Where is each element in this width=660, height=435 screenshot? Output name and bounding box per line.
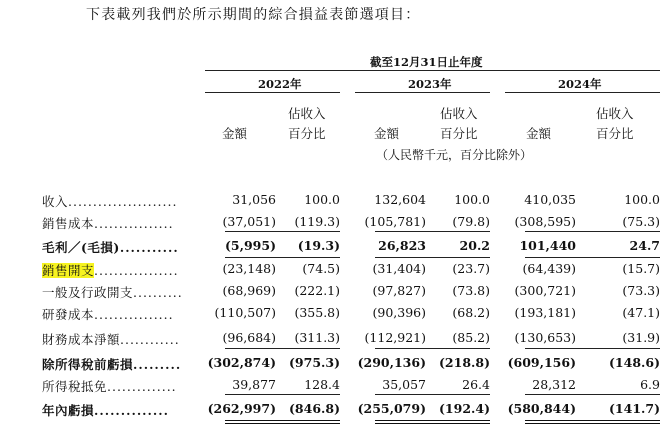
- row-label: [42, 192, 177, 210]
- row-label-text: 銷售開支: [42, 263, 95, 278]
- amount-cell: (64,439): [522, 261, 576, 276]
- amount-cell: (255,079): [357, 401, 426, 416]
- percent-cell: (47.1): [622, 305, 660, 320]
- leader-dots: ............: [120, 332, 180, 347]
- amount-cell: (68,969): [222, 283, 276, 298]
- percent-cell: (74.5): [302, 261, 340, 276]
- percent-cell: (15.7): [622, 261, 660, 276]
- percent-cell: 100.0: [624, 192, 660, 207]
- intro-text: 下表載列我們於所示期間的綜合損益表節選項目：: [86, 7, 421, 23]
- row-label-text: 一般及行政開支: [42, 285, 134, 300]
- amount-cell: 26,823: [378, 238, 426, 253]
- amount-cell: 101,440: [519, 238, 576, 253]
- percent-cell: 100.0: [454, 192, 490, 207]
- leader-dots: ...........: [119, 240, 179, 255]
- amount-cell: (23,148): [222, 261, 276, 276]
- subtotal-rule-c1: [225, 348, 340, 349]
- percent-cell: 26.4: [462, 377, 490, 392]
- row-label-text: 毛利／(毛損): [42, 240, 120, 255]
- row-label-text: 研發成本: [42, 307, 95, 322]
- percent-cell: (75.3): [622, 214, 660, 229]
- percent-cell: (141.7): [609, 401, 660, 416]
- percent-cell: (218.8): [439, 355, 490, 370]
- pct-header-2024-l2: 百分比: [596, 126, 634, 141]
- percent-cell: 6.9: [640, 377, 660, 392]
- row-label-text: 除所得稅前虧損: [42, 357, 134, 372]
- subtotal-rule-c2: [375, 348, 490, 349]
- percent-cell: (73.8): [452, 283, 490, 298]
- row-label-text: 銷售成本: [42, 216, 95, 231]
- amount-header-2024: 金額: [526, 126, 552, 141]
- subtotal-rule-b3: [525, 257, 660, 258]
- period-header: 截至12月31日止年度: [370, 55, 483, 69]
- percent-cell: (19.3): [297, 238, 340, 253]
- amount-cell: (580,844): [507, 401, 576, 416]
- row-label: [42, 261, 179, 279]
- leader-dots: ..........: [133, 285, 183, 300]
- leader-dots: ..............: [107, 379, 177, 394]
- amount-cell: (302,874): [207, 355, 276, 370]
- pct-header-2022-l2: 百分比: [288, 126, 326, 141]
- amount-cell: 132,604: [374, 192, 426, 207]
- pct-header-2022-l1: 佔收入: [288, 106, 326, 121]
- percent-cell: 24.7: [629, 238, 660, 253]
- leader-dots: ..............: [94, 403, 169, 418]
- percent-cell: (975.3): [289, 355, 340, 370]
- amount-cell: (96,684): [222, 330, 276, 345]
- amount-cell: (110,507): [214, 305, 276, 320]
- percent-cell: (68.2): [452, 305, 490, 320]
- amount-header-2023: 金額: [374, 126, 400, 141]
- total-double-rule-2: [375, 420, 490, 424]
- amount-cell: (193,181): [514, 305, 576, 320]
- percent-cell: (23.7): [452, 261, 490, 276]
- amount-cell: (262,997): [207, 401, 276, 416]
- amount-cell: (97,827): [372, 283, 426, 298]
- amount-cell: (105,781): [364, 214, 426, 229]
- amount-cell: (5,995): [225, 238, 276, 253]
- subtotal-rule-c3: [525, 348, 660, 349]
- percent-cell: (846.8): [289, 401, 340, 416]
- row-label: [42, 401, 169, 419]
- percent-cell: (119.3): [294, 214, 340, 229]
- total-rule-top2: [375, 394, 490, 395]
- percent-cell: (31.9): [622, 330, 660, 345]
- percent-cell: (73.3): [622, 283, 660, 298]
- amount-cell: (300,721): [514, 283, 576, 298]
- percent-cell: (311.3): [294, 330, 340, 345]
- year-rule-2024: [505, 92, 660, 93]
- total-double-rule-3: [525, 420, 660, 424]
- total-double-rule-1: [225, 420, 340, 424]
- period-rule: [205, 70, 660, 71]
- amount-cell: (112,921): [364, 330, 426, 345]
- year-rule-2022: [205, 92, 340, 93]
- percent-cell: (355.8): [294, 305, 340, 320]
- leader-dots: ................: [94, 307, 174, 322]
- row-label: [42, 377, 177, 395]
- subtotal-rule-a1: [225, 231, 340, 232]
- row-label: [42, 355, 181, 373]
- total-rule-top3: [525, 394, 660, 395]
- total-rule-top1: [225, 394, 340, 395]
- row-label: [42, 238, 179, 256]
- row-label-text: 收入: [42, 194, 69, 209]
- percent-cell: (192.4): [439, 401, 490, 416]
- amount-cell: (290,136): [357, 355, 426, 370]
- percent-cell: 20.2: [459, 238, 490, 253]
- leader-dots: .................: [94, 263, 179, 278]
- pct-header-2023-l1: 佔收入: [440, 106, 478, 121]
- subtotal-rule-a3: [525, 231, 660, 232]
- subtotal-rule-b1: [225, 257, 340, 258]
- amount-cell: 35,057: [382, 377, 426, 392]
- year-2023: 2023年: [408, 77, 452, 91]
- amount-cell: (609,156): [507, 355, 576, 370]
- row-label: [42, 305, 174, 323]
- year-2024: 2024年: [558, 77, 602, 91]
- year-rule-2023: [355, 92, 490, 93]
- pct-header-2024-l1: 佔收入: [596, 106, 634, 121]
- amount-cell: (31,404): [372, 261, 426, 276]
- subtotal-rule-a2: [375, 231, 490, 232]
- amount-cell: 39,877: [232, 377, 276, 392]
- percent-cell: 100.0: [304, 192, 340, 207]
- row-label-text: 年內虧損: [42, 403, 95, 418]
- row-label: [42, 283, 183, 301]
- amount-header-2022: 金額: [222, 126, 248, 141]
- unit-note: （人民幣千元，百分比除外）: [376, 148, 533, 162]
- row-label-text: 所得稅抵免: [42, 379, 108, 394]
- amount-cell: (308,595): [514, 214, 576, 229]
- row-label: [42, 214, 174, 232]
- percent-cell: (85.2): [452, 330, 490, 345]
- amount-cell: (90,396): [372, 305, 426, 320]
- year-2022: 2022年: [258, 77, 302, 91]
- percent-cell: (79.8): [452, 214, 490, 229]
- amount-cell: (130,653): [514, 330, 576, 345]
- subtotal-rule-b2: [375, 257, 490, 258]
- percent-cell: (148.6): [609, 355, 660, 370]
- percent-cell: (222.1): [294, 283, 340, 298]
- leader-dots: ................: [94, 216, 174, 231]
- leader-dots: ......................: [68, 194, 178, 209]
- leader-dots: .........: [133, 357, 182, 372]
- amount-cell: 31,056: [232, 192, 276, 207]
- pct-header-2023-l2: 百分比: [440, 126, 478, 141]
- amount-cell: 410,035: [524, 192, 576, 207]
- amount-cell: 28,312: [532, 377, 576, 392]
- percent-cell: 128.4: [304, 377, 340, 392]
- amount-cell: (37,051): [222, 214, 276, 229]
- row-label: [42, 330, 180, 348]
- row-label-text: 財務成本淨額: [42, 332, 121, 347]
